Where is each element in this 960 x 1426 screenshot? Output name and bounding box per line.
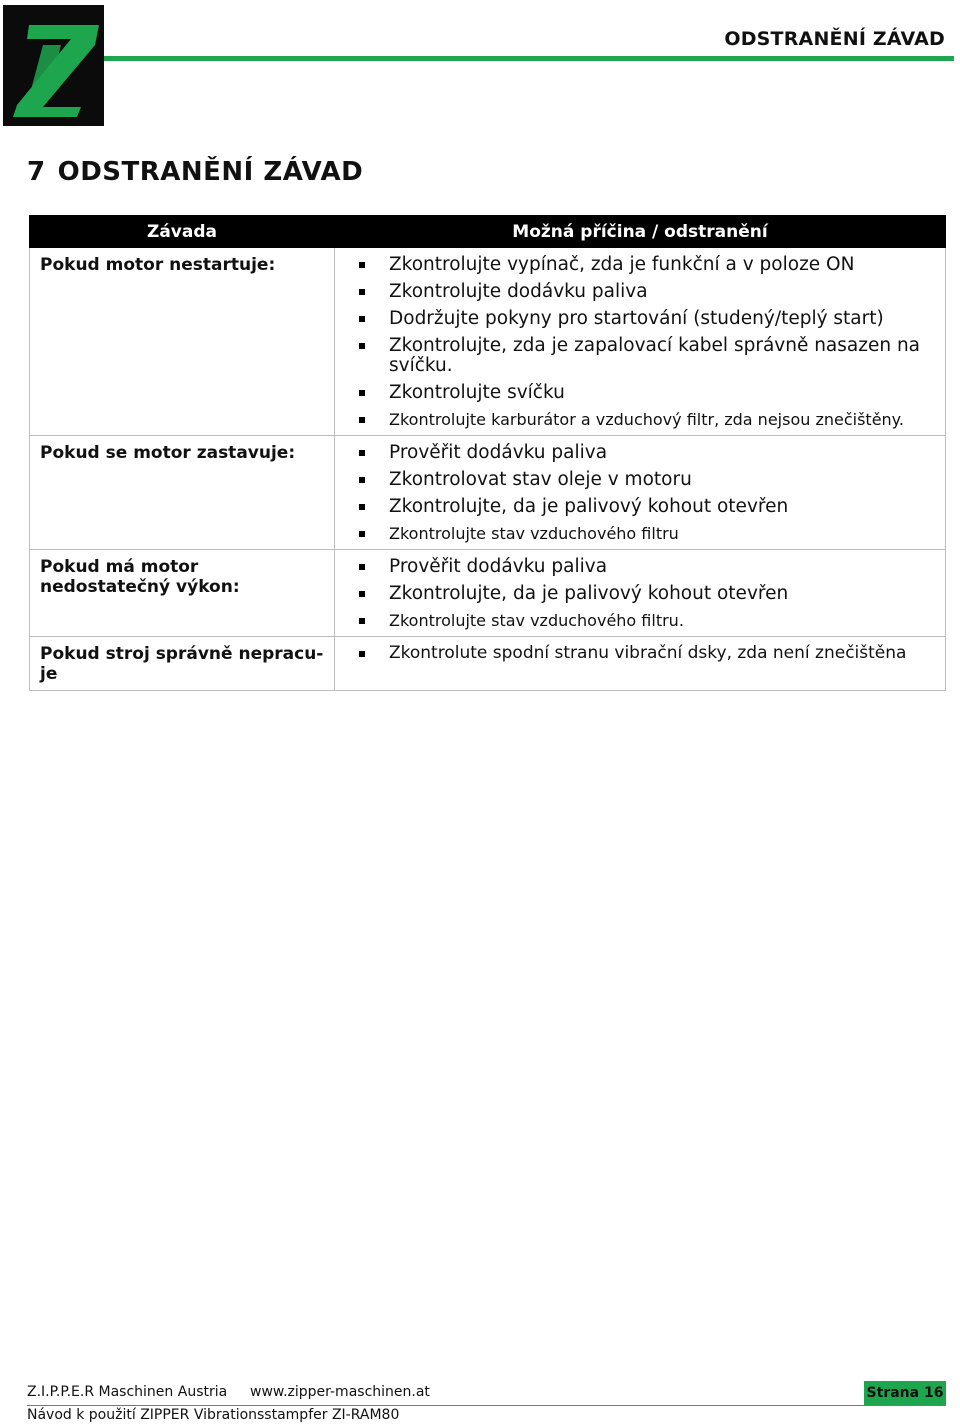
list-item — [389, 440, 933, 467]
cause-cell — [335, 436, 946, 550]
cause-text: Zkontrolujte stav vzduchového filtru. — [389, 611, 684, 630]
cause-text: Zkontrolovat stav oleje v motoru — [389, 469, 692, 490]
footer-website-link[interactable]: www.zipper-maschinen.at — [250, 1384, 430, 1400]
cause-text: Zkontrolute spodní stranu vibrační dsky, zda není znečištěna — [389, 643, 907, 663]
cause-list — [389, 554, 933, 633]
square-bullet-icon — [359, 450, 365, 456]
cause-text: Dodržujte pokyny pro startování (studený/teplý start) — [389, 308, 884, 329]
square-bullet-icon — [359, 531, 365, 537]
fault-cell: Pokud se motor zastavuje: — [30, 436, 335, 550]
table-row — [30, 248, 946, 436]
fault-cell: Pokud stroj správně nepracu-je — [30, 637, 335, 691]
list-item — [389, 333, 933, 380]
list-item — [389, 521, 933, 546]
section-heading — [27, 157, 363, 187]
cause-text: Prověřit dodávku paliva — [389, 556, 608, 577]
square-bullet-icon — [359, 591, 365, 597]
cause-text: Zkontrolujte, da je palivový kohout otevřen — [389, 496, 789, 517]
troubleshooting-table — [29, 215, 946, 691]
list-item — [389, 581, 933, 608]
cause-cell — [335, 637, 946, 691]
section-title: ODSTRANĚNÍ ZÁVAD — [57, 157, 364, 187]
column-header-cause: Možná příčina / odstranění — [335, 216, 946, 248]
square-bullet-icon — [359, 262, 365, 268]
list-item — [389, 279, 933, 306]
cause-text: Zkontrolujte dodávku paliva — [389, 281, 648, 302]
cause-text: Zkontrolujte stav vzduchového filtru — [389, 524, 679, 543]
square-bullet-icon — [359, 289, 365, 295]
square-bullet-icon — [359, 343, 365, 349]
list-item — [389, 494, 933, 521]
cause-cell — [335, 550, 946, 637]
square-bullet-icon — [359, 390, 365, 396]
fault-cell: Pokud má motor nedostatečný výkon: — [30, 550, 335, 637]
square-bullet-icon — [359, 618, 365, 624]
table-header-row — [30, 216, 946, 248]
header-rule — [104, 56, 954, 61]
list-item — [389, 252, 933, 279]
cause-text: Zkontrolujte karburátor a vzduchový filtr, zda nejsou znečištěny. — [389, 410, 904, 429]
cause-text: Zkontrolujte, da je palivový kohout otevřen — [389, 583, 789, 604]
fault-cell: Pokud motor nestartuje: — [30, 248, 335, 436]
list-item — [389, 380, 933, 407]
column-header-fault: Závada — [30, 216, 335, 248]
section-number: 7 — [27, 157, 46, 187]
table-row — [30, 637, 946, 691]
list-item — [389, 467, 933, 494]
running-header-title: ODSTRANĚNÍ ZÁVAD — [724, 28, 945, 50]
square-bullet-icon — [359, 651, 365, 657]
cause-list — [389, 641, 933, 666]
page-number-badge: Strana 16 — [864, 1381, 946, 1405]
footer-rule — [27, 1405, 946, 1406]
cause-list — [389, 440, 933, 546]
list-item — [389, 306, 933, 333]
cause-text: Zkontrolujte svíčku — [389, 382, 565, 403]
list-item — [389, 407, 933, 432]
list-item — [389, 641, 933, 666]
square-bullet-icon — [359, 504, 365, 510]
cause-text: Prověřit dodávku paliva — [389, 442, 608, 463]
table-row — [30, 436, 946, 550]
table-row — [30, 550, 946, 637]
square-bullet-icon — [359, 477, 365, 483]
list-item — [389, 608, 933, 633]
cause-text: Zkontrolujte vypínač, zda je funkční a v poloze ON — [389, 254, 855, 275]
zipper-logo-icon — [3, 5, 104, 126]
cause-text: Zkontrolujte, zda je zapalovací kabel správně nasazen na svíčku. — [389, 335, 921, 376]
list-item — [389, 554, 933, 581]
square-bullet-icon — [359, 564, 365, 570]
square-bullet-icon — [359, 316, 365, 322]
footer-manual-title: Návod k použití ZIPPER Vibrationsstampfer ZI-RAM80 — [27, 1407, 400, 1423]
cause-cell — [335, 248, 946, 436]
cause-list — [389, 252, 933, 432]
square-bullet-icon — [359, 417, 365, 423]
footer-company: Z.I.P.P.E.R Maschinen Austria — [27, 1384, 228, 1400]
